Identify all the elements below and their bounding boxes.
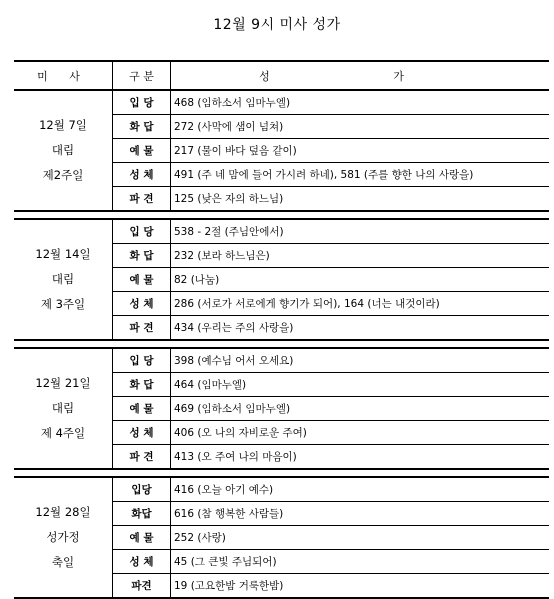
part-cell: 화 답 [113,115,171,139]
week-spacer [14,469,549,477]
hymn-cell: 45 (그 큰빛 주님되어) [171,550,550,574]
header-part: 구 분 [113,61,171,90]
mass-cell [14,90,113,211]
part-cell: 화답 [113,502,171,526]
part-cell: 입 당 [113,348,171,373]
hymn-cell: 616 (참 행복한 사람들) [171,502,550,526]
mass-label-line: 12월 14일 [35,247,91,261]
part-cell: 입당 [113,477,171,502]
table-body [14,90,549,598]
hymn-row [14,90,549,115]
mass-label-line: 12월 28일 [35,505,91,519]
hymn-cell: 416 (오늘 아기 예수) [171,477,550,502]
hymn-cell: 125 (낮은 자의 하느님) [171,187,550,212]
part-cell: 입 당 [113,219,171,244]
part-cell: 예 물 [113,139,171,163]
hymn-cell: 82 (나눔) [171,268,550,292]
hymn-row [14,348,549,373]
hymn-cell: 491 (주 네 맘에 들어 가시려 하네), 581 (주를 향한 나의 사랑을) [171,163,550,187]
part-cell: 파 견 [113,187,171,212]
hymn-cell: 469 (임하소서 임마누엘) [171,397,550,421]
hymn-cell: 398 (예수님 어서 오세요) [171,348,550,373]
week-spacer [14,211,549,219]
part-cell: 예 물 [113,526,171,550]
hymn-schedule-table [14,60,549,599]
part-cell: 성 체 [113,163,171,187]
mass-label-line: 축일 [51,555,75,569]
mass-cell [14,219,113,340]
part-cell: 성 체 [113,421,171,445]
part-cell: 파 견 [113,316,171,341]
page-title: 12월 9시 미사 성가 [213,17,341,33]
mass-label-line: 대림 [51,401,75,415]
part-cell: 예 물 [113,397,171,421]
header-mass: 미 사 [14,61,113,90]
hymn-cell: 406 (오 나의 자비로운 주여) [171,421,550,445]
hymn-cell: 468 (임하소서 임마누엘) [171,90,550,115]
mass-cell [14,348,113,469]
mass-label-line: 제2주일 [42,168,84,182]
part-cell: 성 체 [113,292,171,316]
mass-label-line: 12월 21일 [35,376,91,390]
mass-label-line: 제 3주일 [40,297,86,311]
mass-label-line: 대림 [51,143,75,157]
hymn-row [14,477,549,502]
hymn-cell: 464 (임마누엘) [171,373,550,397]
hymn-row [14,219,549,244]
mass-cell [14,477,113,598]
hymn-cell: 232 (보라 하느님은) [171,244,550,268]
part-cell: 예 물 [113,268,171,292]
table-header-row [14,61,549,90]
part-cell: 파 견 [113,445,171,470]
hymn-cell: 272 (사막에 샘이 넘쳐) [171,115,550,139]
header-hymn: 성 가 [171,61,550,90]
hymn-cell: 217 (물이 바다 덮음 같이) [171,139,550,163]
hymn-cell: 538 - 2절 (주님안에서) [171,219,550,244]
week-spacer [14,340,549,348]
part-cell: 입 당 [113,90,171,115]
hymn-cell: 286 (서로가 서로에게 향기가 되어), 164 (너는 내것이라) [171,292,550,316]
mass-label-line: 제 4주일 [40,426,86,440]
hymn-cell: 19 (고요한밤 거룩한밤) [171,574,550,599]
part-cell: 화 답 [113,373,171,397]
part-cell: 성 체 [113,550,171,574]
part-cell: 화 답 [113,244,171,268]
mass-label-line: 12월 7일 [39,118,87,132]
mass-label-line: 대림 [51,272,75,286]
part-cell: 파견 [113,574,171,599]
hymn-cell: 434 (우리는 주의 사랑을) [171,316,550,341]
mass-label-line: 성가정 [46,530,80,544]
hymn-cell: 413 (오 주여 나의 마음이) [171,445,550,470]
hymn-cell: 252 (사랑) [171,526,550,550]
